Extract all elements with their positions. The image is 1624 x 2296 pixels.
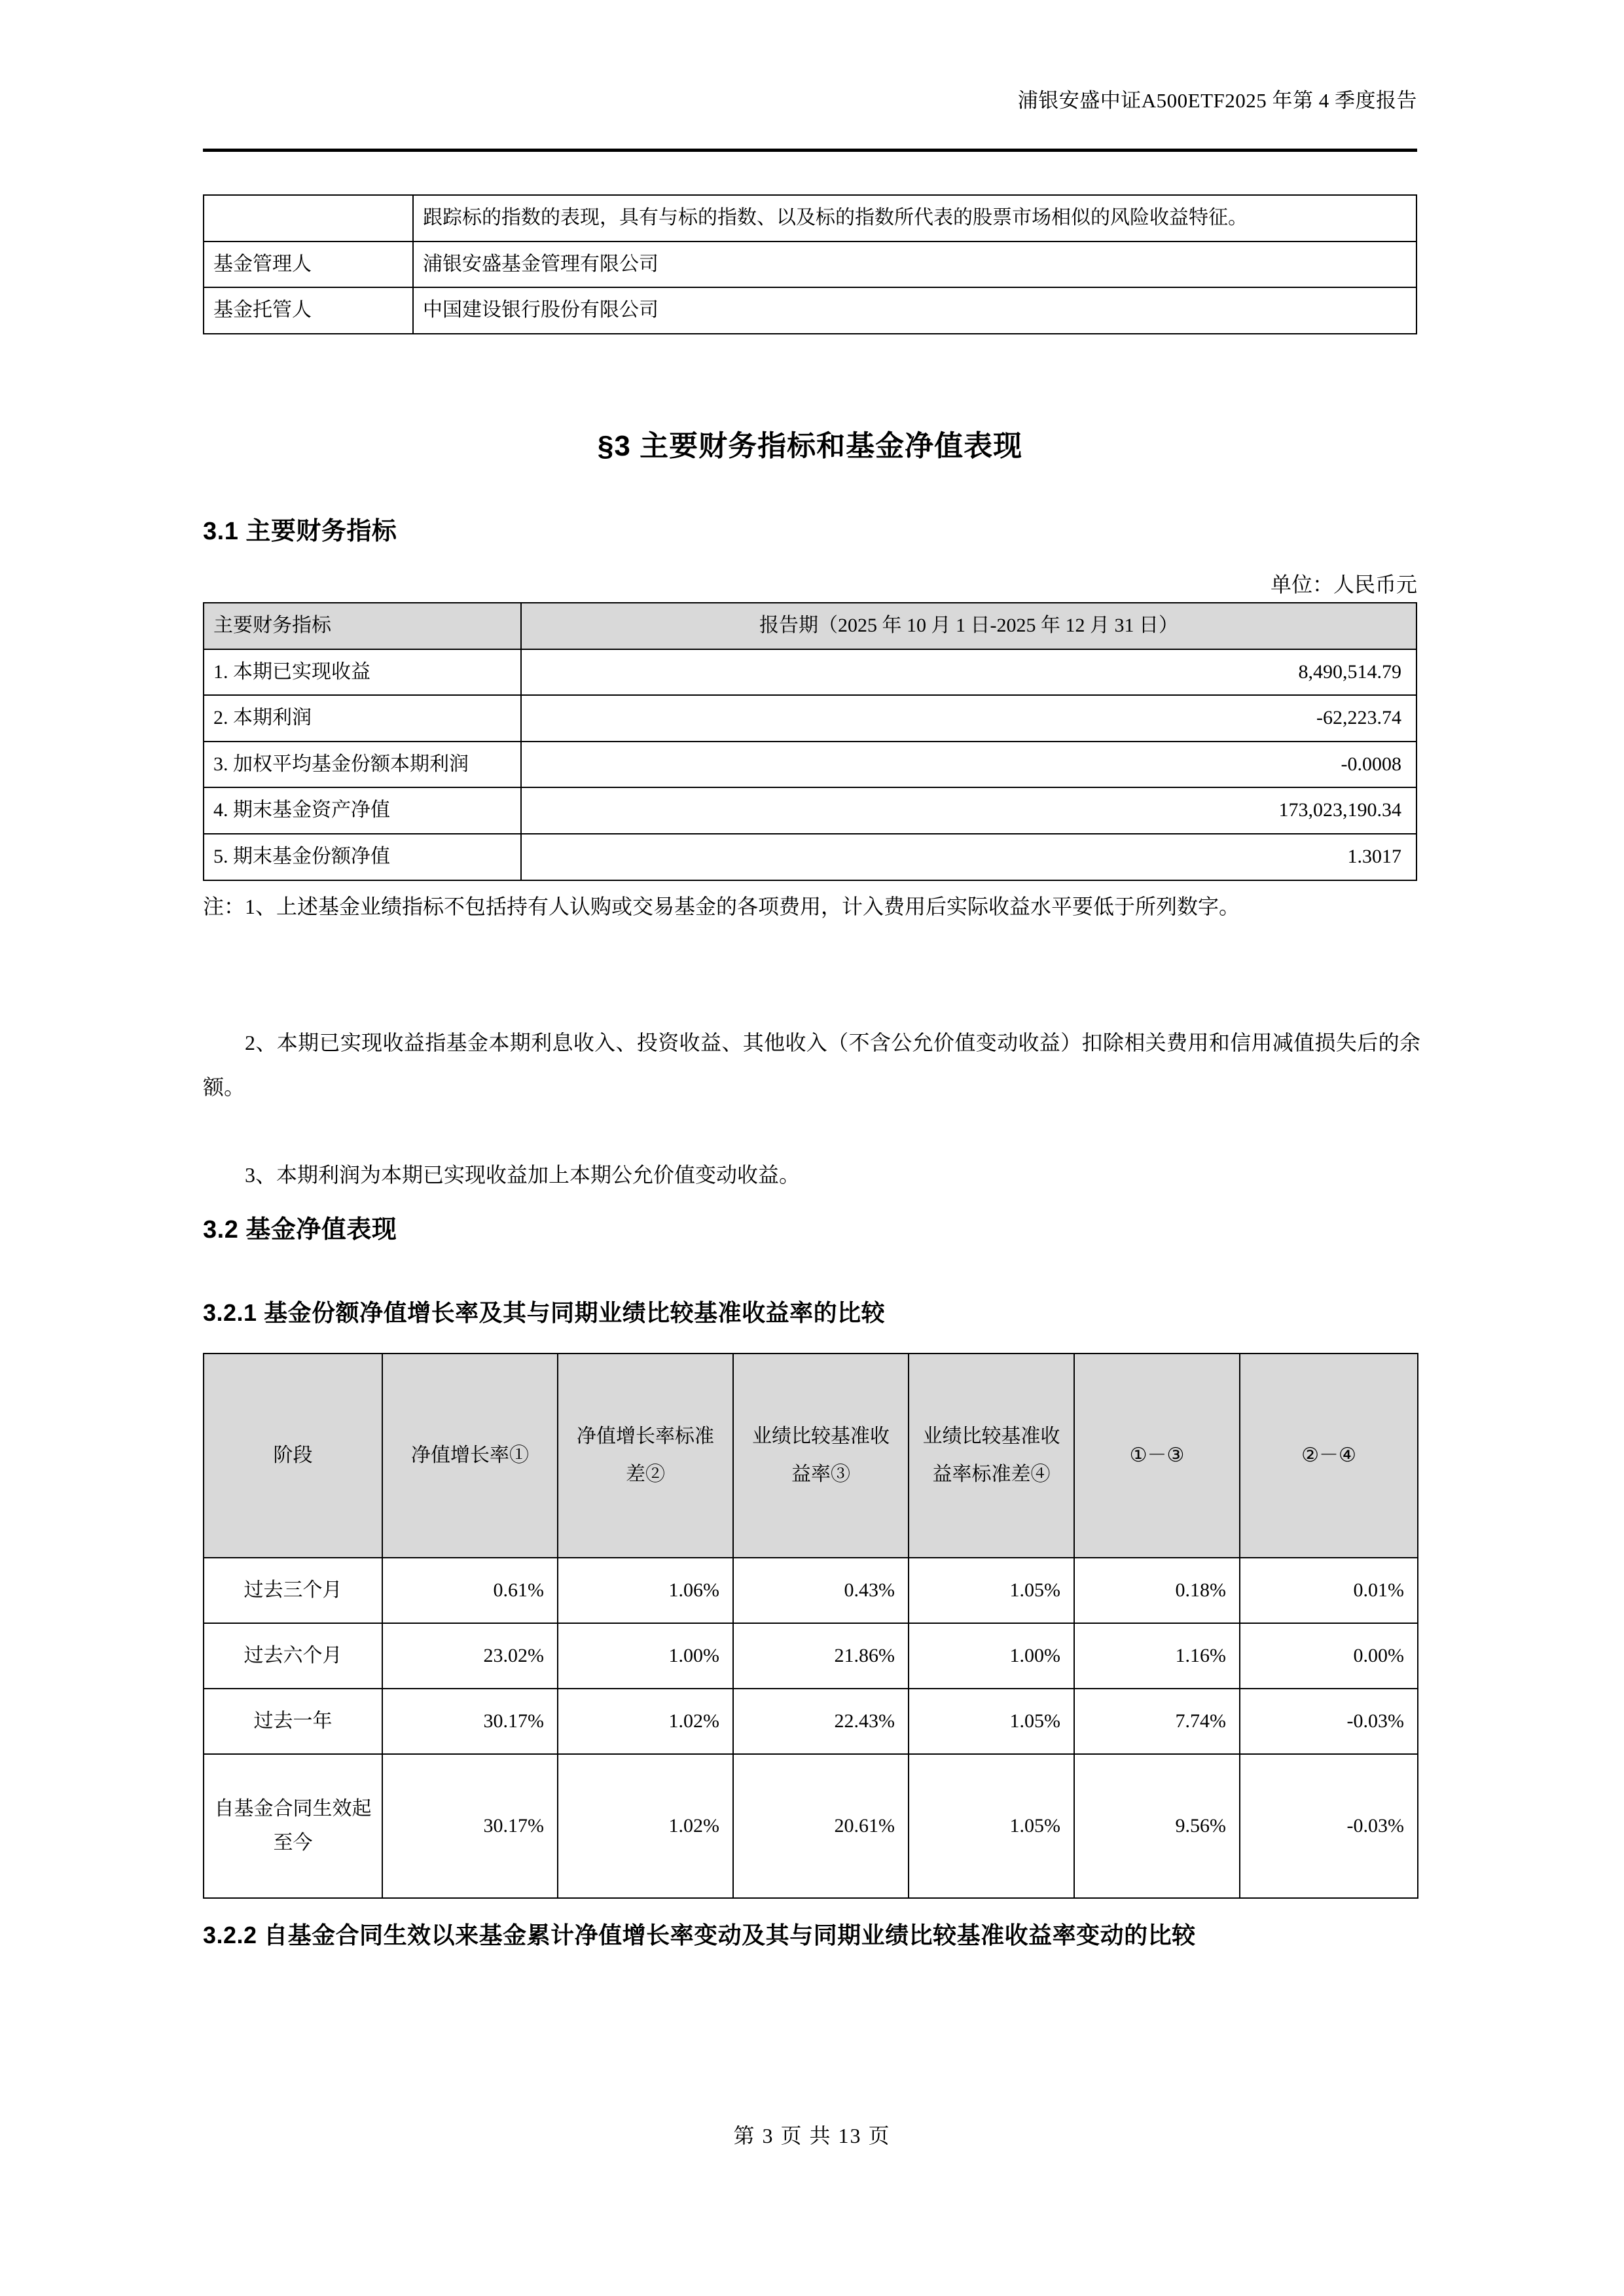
cell-diff-2-4: -0.03% — [1240, 1754, 1418, 1898]
table-header-row — [204, 603, 1416, 649]
cell-diff-1-3: 7.74% — [1074, 1689, 1240, 1754]
cell-diff-1-3: 1.16% — [1074, 1623, 1240, 1689]
cell-nav-growth: 0.61% — [382, 1558, 558, 1623]
cell-benchmark-return: 20.61% — [733, 1754, 909, 1898]
stage-label: 过去一年 — [204, 1689, 382, 1754]
column-header-stage: 阶段 — [204, 1354, 382, 1558]
cell-benchmark-return: 21.86% — [733, 1623, 909, 1689]
column-header-nav-growth: 净值增长率① — [382, 1354, 558, 1558]
info-label-cell: 基金托管人 — [204, 287, 413, 334]
note-3: 3、本期利润为本期已实现收益加上本期公允价值变动收益。 — [245, 1163, 801, 1187]
heading-3-2: 3.2 基金净值表现 — [203, 1216, 397, 1244]
page-footer: 第 3 页 共 13 页 — [733, 2124, 891, 2147]
cell-diff-2-4: 0.01% — [1240, 1558, 1418, 1623]
stage-label: 过去三个月 — [204, 1558, 382, 1623]
cell-nav-growth-stddev: 1.06% — [558, 1558, 733, 1623]
indicator-name: 1. 本期已实现收益 — [204, 649, 521, 696]
column-header-benchmark-return: 业绩比较基准收益率③ — [733, 1354, 909, 1558]
header-divider — [203, 149, 1417, 152]
table-row — [204, 1623, 1418, 1689]
stage-label: 过去六个月 — [204, 1623, 382, 1689]
heading-3-1: 3.1 主要财务指标 — [203, 518, 397, 545]
cell-benchmark-return-stddev: 1.05% — [909, 1689, 1074, 1754]
indicator-value: -0.0008 — [521, 742, 1416, 788]
table-row — [204, 787, 1416, 834]
cell-diff-1-3: 0.18% — [1074, 1558, 1240, 1623]
table-row — [204, 195, 1416, 242]
column-header-period: 报告期（2025 年 10 月 1 日-2025 年 12 月 31 日） — [521, 603, 1416, 649]
table-row — [204, 742, 1416, 788]
indicator-value: 173,023,190.34 — [521, 787, 1416, 834]
table-row — [204, 834, 1416, 880]
table-row — [204, 1558, 1418, 1623]
cell-nav-growth-stddev: 1.02% — [558, 1754, 733, 1898]
indicator-name: 2. 本期利润 — [204, 695, 521, 742]
table-row — [204, 1689, 1418, 1754]
cell-benchmark-return-stddev: 1.00% — [909, 1623, 1074, 1689]
column-header-nav-growth-stddev: 净值增长率标准差② — [558, 1354, 733, 1558]
cell-benchmark-return-stddev: 1.05% — [909, 1754, 1074, 1898]
cell-nav-growth-stddev: 1.00% — [558, 1623, 733, 1689]
column-header-diff-2-4: ②－④ — [1240, 1354, 1418, 1558]
indicator-value: 1.3017 — [521, 834, 1416, 880]
column-header-indicator: 主要财务指标 — [204, 603, 521, 649]
table-row — [204, 695, 1416, 742]
cell-benchmark-return: 0.43% — [733, 1558, 909, 1623]
cell-benchmark-return-stddev: 1.05% — [909, 1558, 1074, 1623]
heading-3-2-2: 3.2.2 自基金合同生效以来基金累计净值增长率变动及其与同期业绩比较基准收益率变动的比较 — [203, 1922, 1196, 1948]
performance-comparison-table — [203, 1353, 1418, 1899]
fund-info-table — [203, 194, 1417, 334]
cell-nav-growth: 30.17% — [382, 1754, 558, 1898]
column-header-diff-1-3: ①－③ — [1074, 1354, 1240, 1558]
info-label-cell — [204, 195, 413, 242]
info-label-cell: 基金管理人 — [204, 242, 413, 288]
indicator-name: 3. 加权平均基金份额本期利润 — [204, 742, 521, 788]
table-row — [204, 287, 1416, 334]
financial-indicators-table — [203, 602, 1417, 881]
table-row — [204, 242, 1416, 288]
indicator-name: 5. 期末基金份额净值 — [204, 834, 521, 880]
info-value-cell: 中国建设银行股份有限公司 — [413, 287, 1416, 334]
running-header: 浦银安盛中证A500ETF2025 年第 4 季度报告 — [1017, 89, 1417, 112]
cell-diff-1-3: 9.56% — [1074, 1754, 1240, 1898]
indicator-name: 4. 期末基金资产净值 — [204, 787, 521, 834]
cell-diff-2-4: 0.00% — [1240, 1623, 1418, 1689]
cell-nav-growth-stddev: 1.02% — [558, 1689, 733, 1754]
note-1: 注：1、上述基金业绩指标不包括持有人认购或交易基金的各项费用，计入费用后实际收益水平要低于所列数字。 — [203, 895, 1240, 918]
cell-diff-2-4: -0.03% — [1240, 1689, 1418, 1754]
note-2: 2、本期已实现收益指基金本期利息收入、投资收益、其他收入（不含公允价值变动收益）扣除相关费用和信用减值损失后的余额。 — [203, 1031, 1420, 1099]
indicator-value: 8,490,514.79 — [521, 649, 1416, 696]
heading-3-2-1: 3.2.1 基金份额净值增长率及其与同期业绩比较基准收益率的比较 — [203, 1299, 886, 1326]
column-header-benchmark-return-stddev: 业绩比较基准收益率标准差④ — [909, 1354, 1074, 1558]
cell-nav-growth: 30.17% — [382, 1689, 558, 1754]
cell-benchmark-return: 22.43% — [733, 1689, 909, 1754]
unit-note: 单位：人民币元 — [1270, 573, 1417, 596]
info-value-cell: 跟踪标的指数的表现，具有与标的指数、以及标的指数所代表的股票市场相似的风险收益特征。 — [413, 195, 1416, 242]
info-value-cell: 浦银安盛基金管理有限公司 — [413, 242, 1416, 288]
indicator-value: -62,223.74 — [521, 695, 1416, 742]
table-row — [204, 1754, 1418, 1898]
table-header-row — [204, 1354, 1418, 1558]
table-row — [204, 649, 1416, 696]
cell-nav-growth: 23.02% — [382, 1623, 558, 1689]
stage-label: 自基金合同生效起至今 — [204, 1754, 382, 1898]
section-title: §3 主要财务指标和基金净值表现 — [597, 430, 1023, 462]
